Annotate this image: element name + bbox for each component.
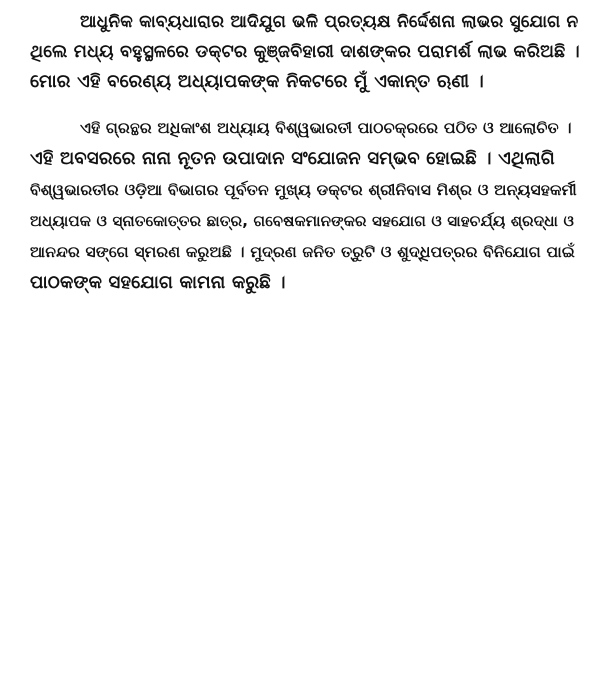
text-line: ଥିଲେ ମଧ୍ୟ ବହୁସ୍ଥଳରେ ଡକ୍ଟର କୁଞ୍ଜବିହାରୀ ଦାଶଙ୍କର ପରାମର୍ଶ ଲାଭ କରିଅଛି । [30,42,580,62]
text-line: ଅଧ୍ୟାପକ ଓ ସ୍ନାତକୋତ୍ତର ଛାତ୍ର, ଗବେଷକମାନଙ୍କର ସହଯୋଗ ଓ ସାହଚର୍ଯ୍ୟ ଶ୍ରଦ୍ଧା ଓ [30,212,575,230]
text-line: ଆନନ୍ଦର ସଙ୍ଗେ ସ୍ମରଣ କରୁଅଛି । ମୁଦ୍ରଣ ଜନିତ ତ୍ରୁଟି ଓ ଶୁଦ୍ଧିପତ୍ରର ବିନିଯୋଗ ପାଇଁ [30,243,575,261]
text-line: ପାଠକଙ୍କ ସହଯୋଗ କାମନା କରୁଛି । [30,272,286,293]
text-line: ଏହି ଅବସରରେ ନାନା ନୂତନ ଉପାଦାନ ସଂଯୋଜନ ସମ୍ଭବ ହୋଇଛି । ଏଥିଲାଗି [30,148,555,169]
text-line: ବିଶ୍ୱଭାରତୀର ଓଡ଼ିଆ ବିଭାଗର ପୂର୍ବତନ ମୁଖ୍ୟ ଡକ୍ଟର ଶ୍ରୀନିବାସ ମିଶ୍ର ଓ ଅନ୍ୟସହକର୍ମୀ [30,181,577,199]
text-line: ଆଧୁନିକ କାବ୍ୟଧାରାର ଆଦିଯୁଗ ଭଳି ପ୍ରତ୍ୟକ୍ଷ ନିର୍ଦ୍ଦେଶନା ଲାଭର ସୁଯୋଗ ନ [80,12,579,32]
text-line: ମୋର ଏହି ବରେଣ୍ୟ ଅଧ୍ୟାପକଙ୍କ ନିକଟରେ ମୁଁ ଏକାନ୍ତ ଋଣୀ । [30,71,484,92]
text-line: ଏହି ଗ୍ରନ୍ଥର ଅଧିକାଂଶ ଅଧ୍ୟାୟ ବିଶ୍ୱଭାରତୀ ପାଠଚକ୍ରରେ ପଠିତ ଓ ଆଲୋଚିତ । [80,119,572,137]
